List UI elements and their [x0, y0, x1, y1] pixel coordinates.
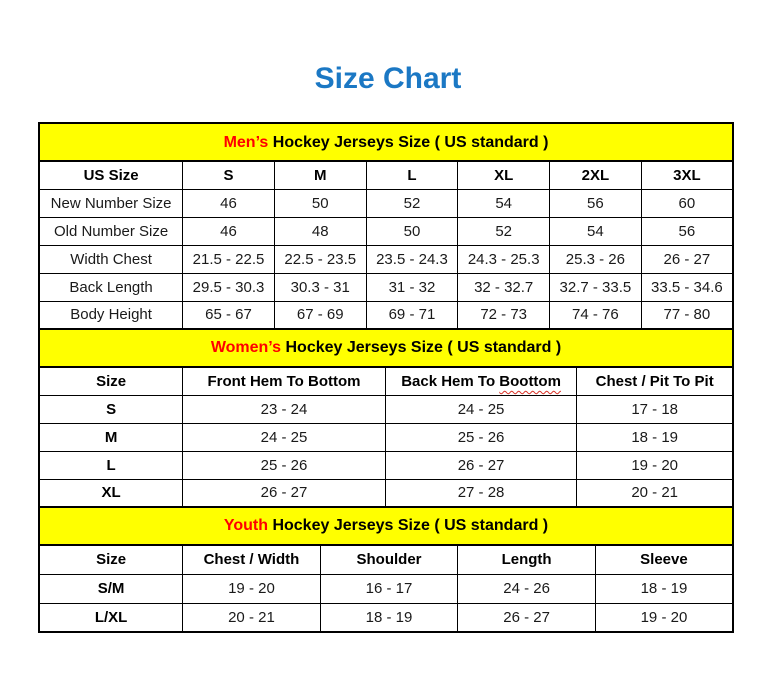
size-value-cell: 23.5 - 24.3: [366, 245, 458, 273]
column-header: Chest / Pit To Pit: [577, 367, 733, 395]
size-value-cell: 18 - 19: [577, 423, 733, 451]
row-label: Width Chest: [39, 245, 183, 273]
size-value-cell: 24 - 25: [385, 395, 577, 423]
youth-banner-highlight: Youth: [223, 517, 268, 534]
size-value-cell: 77 - 80: [641, 301, 733, 329]
mens-banner-highlight: Men’s: [223, 134, 269, 151]
size-value-cell: 65 - 67: [183, 301, 275, 329]
size-value-cell: 16 - 17: [320, 574, 458, 603]
size-value-cell: 67 - 69: [274, 301, 366, 329]
column-header: Sleeve: [595, 545, 733, 574]
table-row: [39, 273, 733, 301]
size-value-cell: 69 - 71: [366, 301, 458, 329]
size-value-cell: 72 - 73: [458, 301, 550, 329]
size-value-cell: 18 - 19: [320, 603, 458, 632]
mens-banner-text: Hockey Jerseys Size ( US standard ): [268, 134, 549, 151]
youth-banner-text: Hockey Jerseys Size ( US standard ): [268, 517, 549, 534]
row-label: Back Length: [39, 273, 183, 301]
size-value-cell: 56: [641, 217, 733, 245]
row-label: S/M: [39, 574, 183, 603]
row-label: Body Height: [39, 301, 183, 329]
column-header: L: [366, 161, 458, 189]
size-value-cell: 50: [366, 217, 458, 245]
size-value-cell: 46: [183, 189, 275, 217]
size-value-cell: 56: [550, 189, 642, 217]
row-label: XL: [39, 479, 183, 507]
column-header: Shoulder: [320, 545, 458, 574]
column-header: 3XL: [641, 161, 733, 189]
size-value-cell: 32.7 - 33.5: [550, 273, 642, 301]
column-header: XL: [458, 161, 550, 189]
misspelled-word: Boottom: [499, 372, 561, 390]
size-value-cell: 20 - 21: [577, 479, 733, 507]
row-label: L: [39, 451, 183, 479]
row-label: M: [39, 423, 183, 451]
table-row: [39, 189, 733, 217]
size-value-cell: 25.3 - 26: [550, 245, 642, 273]
size-chart-tables: [38, 122, 734, 633]
size-value-cell: 27 - 28: [385, 479, 577, 507]
column-header: Length: [458, 545, 596, 574]
size-value-cell: 48: [274, 217, 366, 245]
size-value-cell: 74 - 76: [550, 301, 642, 329]
row-label: L/XL: [39, 603, 183, 632]
mens-section-banner: [38, 122, 734, 160]
column-header: Back Hem To Boottom: [385, 367, 577, 395]
size-value-cell: 24 - 25: [183, 423, 386, 451]
column-header: Size: [39, 367, 183, 395]
size-value-cell: 21.5 - 22.5: [183, 245, 275, 273]
size-value-cell: 20 - 21: [183, 603, 321, 632]
table-row: [39, 245, 733, 273]
size-value-cell: 26 - 27: [458, 603, 596, 632]
size-value-cell: 26 - 27: [385, 451, 577, 479]
size-value-cell: 31 - 32: [366, 273, 458, 301]
youth-section-banner: [38, 508, 734, 544]
size-value-cell: 24.3 - 25.3: [458, 245, 550, 273]
womens-section-banner: [38, 330, 734, 366]
column-header: S: [183, 161, 275, 189]
youth-size-table: [38, 544, 734, 633]
womens-banner-text: Hockey Jerseys Size ( US standard ): [281, 339, 562, 356]
mens-size-table: [38, 160, 734, 330]
size-value-cell: 33.5 - 34.6: [641, 273, 733, 301]
table-row: [39, 423, 733, 451]
column-header: Size: [39, 545, 183, 574]
table-row: [39, 603, 733, 632]
size-value-cell: 54: [550, 217, 642, 245]
size-value-cell: 19 - 20: [577, 451, 733, 479]
size-value-cell: 17 - 18: [577, 395, 733, 423]
size-value-cell: 46: [183, 217, 275, 245]
size-value-cell: 52: [366, 189, 458, 217]
size-value-cell: 52: [458, 217, 550, 245]
womens-banner-highlight: Women’s: [210, 339, 282, 356]
size-value-cell: 19 - 20: [595, 603, 733, 632]
size-value-cell: 26 - 27: [183, 479, 386, 507]
size-value-cell: 54: [458, 189, 550, 217]
row-label: Old Number Size: [39, 217, 183, 245]
size-value-cell: 32 - 32.7: [458, 273, 550, 301]
size-value-cell: 50: [274, 189, 366, 217]
size-value-cell: 60: [641, 189, 733, 217]
size-value-cell: 24 - 26: [458, 574, 596, 603]
size-value-cell: 30.3 - 31: [274, 273, 366, 301]
womens-size-table: [38, 366, 734, 508]
header-row: [39, 367, 733, 395]
table-row: [39, 217, 733, 245]
size-value-cell: 26 - 27: [641, 245, 733, 273]
header-row: [39, 545, 733, 574]
table-row: [39, 574, 733, 603]
page-title: Size Chart: [314, 62, 462, 95]
size-value-cell: 29.5 - 30.3: [183, 273, 275, 301]
size-value-cell: 25 - 26: [183, 451, 386, 479]
table-row: [39, 301, 733, 329]
row-label: S: [39, 395, 183, 423]
column-header: Front Hem To Bottom: [183, 367, 386, 395]
row-label: New Number Size: [39, 189, 183, 217]
size-value-cell: 19 - 20: [183, 574, 321, 603]
column-header: US Size: [39, 161, 183, 189]
size-value-cell: 25 - 26: [385, 423, 577, 451]
size-value-cell: 22.5 - 23.5: [274, 245, 366, 273]
table-row: [39, 451, 733, 479]
column-header: Chest / Width: [183, 545, 321, 574]
header-row: [39, 161, 733, 189]
size-value-cell: 23 - 24: [183, 395, 386, 423]
table-row: [39, 479, 733, 507]
table-row: [39, 395, 733, 423]
column-header: 2XL: [550, 161, 642, 189]
column-header: M: [274, 161, 366, 189]
size-value-cell: 18 - 19: [595, 574, 733, 603]
